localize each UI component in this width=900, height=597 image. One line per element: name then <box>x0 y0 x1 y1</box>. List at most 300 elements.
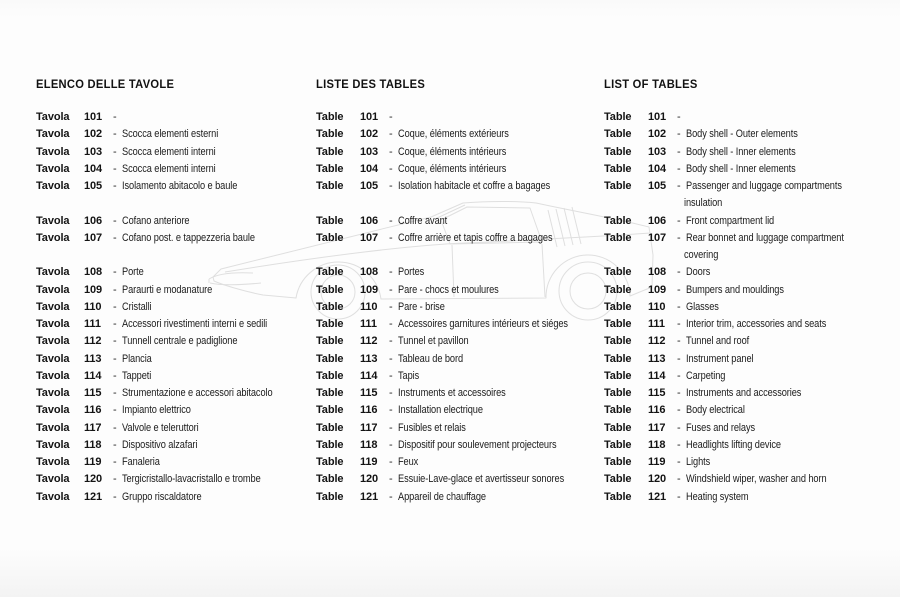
entry-text: Impianto elettrico <box>121 404 191 417</box>
entry-number: 112 <box>360 335 378 348</box>
entry-separator: - <box>389 145 393 158</box>
entry-separator: - <box>389 473 393 486</box>
table-entry <box>36 299 336 316</box>
entry-separator: - <box>677 369 681 382</box>
table-entry <box>36 333 336 350</box>
table-entry <box>36 213 336 230</box>
entry-number: 112 <box>648 335 666 348</box>
entry-separator: - <box>113 111 117 123</box>
table-entry <box>604 402 900 419</box>
table-entry <box>604 109 900 126</box>
table-entry <box>36 454 336 471</box>
entry-separator: - <box>389 352 393 365</box>
entry-number: 101 <box>648 111 667 123</box>
entry-separator: - <box>677 438 681 451</box>
entry-label: Tavola <box>36 387 70 399</box>
entry-number: 103 <box>84 145 103 158</box>
table-entry <box>36 351 336 368</box>
entry-label: Table <box>316 283 344 296</box>
table-entry <box>316 437 616 454</box>
table-entry <box>36 109 336 126</box>
entry-label: Tavola <box>36 456 70 468</box>
entry-number: 109 <box>648 283 667 296</box>
entry-label: Table <box>316 438 344 451</box>
table-entry <box>604 282 900 299</box>
table-entry <box>604 437 900 454</box>
entry-text: Heating system <box>685 490 749 503</box>
entry-text: Coque, éléments extérieurs <box>397 128 509 141</box>
table-entry <box>36 385 336 402</box>
table-entry-continuation <box>604 195 900 212</box>
table-entry <box>604 178 900 195</box>
entry-label: Table <box>604 162 632 175</box>
entry-text: Valvole e teleruttori <box>121 421 199 434</box>
entry-separator: - <box>677 456 681 468</box>
entry-text: Tunnel et pavillon <box>397 335 469 348</box>
table-entry <box>604 454 900 471</box>
entry-text: Instruments et accessoires <box>397 387 506 399</box>
entry-label: Table <box>604 335 632 348</box>
table-entry <box>316 161 616 178</box>
entry-number: 116 <box>360 404 378 417</box>
column-header-italian: ELENCO DELLE TAVOLE <box>36 77 175 91</box>
table-entry <box>316 264 616 281</box>
entry-separator: - <box>677 352 681 365</box>
entry-separator: - <box>677 162 681 175</box>
entry-label: Table <box>604 438 632 451</box>
entry-separator: - <box>389 369 393 382</box>
table-entry <box>316 385 616 402</box>
entry-label: Tavola <box>36 111 70 123</box>
entry-number: 120 <box>360 473 379 486</box>
entry-text: Accessoires garnitures intérieurs et siéges <box>397 318 568 330</box>
entry-label: Table <box>604 421 632 434</box>
table-entry <box>604 420 900 437</box>
entry-text: Isolation habitacle et coffre a bagages <box>397 180 550 192</box>
entry-number: 109 <box>84 283 103 296</box>
entry-label: Tavola <box>36 162 70 175</box>
entry-label: Table <box>316 162 344 175</box>
entry-number: 104 <box>84 162 103 175</box>
spacer-row <box>316 195 616 212</box>
entry-text: Cofano post. e tappezzeria baule <box>121 231 255 244</box>
entry-separator: - <box>113 421 117 434</box>
entry-text: Lights <box>685 456 710 468</box>
entry-label: Table <box>604 387 632 399</box>
entry-number: 107 <box>84 231 103 244</box>
entry-number: 119 <box>360 456 378 468</box>
table-entry <box>36 316 336 333</box>
entry-text: Glasses <box>685 300 719 313</box>
table-entry <box>316 402 616 419</box>
table-entry <box>316 489 616 506</box>
table-entry <box>604 264 900 281</box>
table-entry <box>36 437 336 454</box>
entry-number: 105 <box>84 180 103 192</box>
entry-separator: - <box>113 473 117 486</box>
entry-text: Windshield wiper, washer and horn <box>685 473 827 486</box>
entry-number: 118 <box>84 438 102 451</box>
entry-number: 105 <box>648 180 667 192</box>
entry-text: Paraurti e modanature <box>121 283 212 296</box>
entry-label: Table <box>604 404 632 417</box>
entry-text: Porte <box>121 266 144 279</box>
entry-separator: - <box>677 473 681 486</box>
entry-separator: - <box>113 180 117 192</box>
entry-number: 120 <box>648 473 667 486</box>
table-entry <box>316 316 616 333</box>
entry-number: 108 <box>648 266 667 279</box>
entry-number: 121 <box>84 490 103 503</box>
entry-number: 103 <box>360 145 379 158</box>
entry-separator: - <box>389 335 393 348</box>
entry-separator: - <box>389 214 393 227</box>
entry-text: Accessori rivestimenti interni e sedili <box>121 318 267 330</box>
entry-text: Portes <box>397 266 424 279</box>
table-entry <box>316 178 616 195</box>
entry-number: 105 <box>360 180 379 192</box>
entry-text: Cofano anteriore <box>121 214 190 227</box>
table-list-french <box>316 109 616 506</box>
entry-text: Front compartment lid <box>685 214 774 227</box>
entry-text: Fanaleria <box>121 456 160 468</box>
entry-text: Cristalli <box>121 300 152 313</box>
entry-separator: - <box>677 180 681 192</box>
table-entry <box>36 420 336 437</box>
entry-text: Rear bonnet and luggage compartment <box>685 231 844 244</box>
entry-text: Doors <box>685 266 710 279</box>
table-entry <box>36 489 336 506</box>
entry-number: 116 <box>84 404 102 417</box>
entry-separator: - <box>677 266 681 279</box>
table-entry <box>36 368 336 385</box>
entry-label: Table <box>316 369 344 382</box>
column-italian <box>36 78 336 506</box>
entry-text: covering <box>684 249 719 261</box>
entry-separator: - <box>389 180 393 192</box>
table-entry <box>316 213 616 230</box>
entry-number: 115 <box>648 387 666 399</box>
entry-separator: - <box>389 490 393 503</box>
entry-text: Coffre arrière et tapis coffre a bagages <box>397 231 553 244</box>
entry-number: 108 <box>84 266 103 279</box>
table-entry <box>316 454 616 471</box>
entry-label: Tavola <box>36 283 70 296</box>
entry-separator: - <box>389 266 393 279</box>
entry-text: Tappeti <box>121 369 151 382</box>
entry-text: Fusibles et relais <box>397 421 466 434</box>
entry-label: Tavola <box>36 490 70 503</box>
entry-number: 113 <box>360 352 378 365</box>
entry-text: Pare - chocs et moulures <box>397 283 499 296</box>
entry-separator: - <box>677 300 681 313</box>
entry-separator: - <box>113 214 117 227</box>
entry-separator: - <box>389 318 393 330</box>
entry-number: 104 <box>648 162 667 175</box>
column-header-english: LIST OF TABLES <box>604 77 698 91</box>
table-entry <box>604 489 900 506</box>
entry-label: Tavola <box>36 438 70 451</box>
entry-separator: - <box>677 404 681 417</box>
table-entry <box>604 126 900 143</box>
table-entry <box>604 213 900 230</box>
entry-text: Coffre avant <box>397 214 447 227</box>
entry-label: Table <box>604 473 632 486</box>
entry-label: Table <box>316 421 344 434</box>
entry-label: Table <box>316 180 344 192</box>
entry-number: 117 <box>84 421 102 434</box>
entry-number: 107 <box>648 231 667 244</box>
table-entry <box>604 333 900 350</box>
entry-label: Table <box>604 369 632 382</box>
entry-text: Bumpers and mouldings <box>685 283 784 296</box>
entry-text: Instrument panel <box>685 352 754 365</box>
entry-separator: - <box>113 438 117 451</box>
entry-separator: - <box>113 162 117 175</box>
table-list-italian <box>36 109 336 506</box>
entry-number: 114 <box>84 369 102 382</box>
entry-label: Tavola <box>36 352 70 365</box>
entry-separator: - <box>113 490 117 503</box>
entry-number: 102 <box>84 128 103 141</box>
entry-text: Body electrical <box>685 404 745 417</box>
entry-separator: - <box>389 283 393 296</box>
entry-label: Table <box>316 387 344 399</box>
entry-number: 106 <box>360 214 379 227</box>
entry-text: Body shell - Inner elements <box>685 162 796 175</box>
entry-text: Installation electrique <box>397 404 483 417</box>
entry-label: Table <box>604 300 632 313</box>
table-entry <box>316 126 616 143</box>
entry-separator: - <box>677 490 681 503</box>
entry-text: Dispositivo alzafari <box>121 438 197 451</box>
entry-label: Tavola <box>36 180 70 192</box>
entry-label: Table <box>604 318 632 330</box>
entry-separator: - <box>389 128 393 141</box>
entry-label: Table <box>316 145 344 158</box>
entry-number: 115 <box>360 387 378 399</box>
table-entry-continuation <box>604 247 900 264</box>
table-entry <box>604 316 900 333</box>
table-entry <box>316 368 616 385</box>
entry-separator: - <box>677 335 681 348</box>
entry-separator: - <box>677 387 681 399</box>
entry-number: 109 <box>360 283 379 296</box>
entry-number: 110 <box>84 300 102 313</box>
table-entry <box>604 385 900 402</box>
entry-separator: - <box>389 111 393 123</box>
entry-label: Table <box>316 128 344 141</box>
table-entry <box>36 178 336 195</box>
entry-text: Carpeting <box>685 369 725 382</box>
entry-number: 117 <box>360 421 378 434</box>
entry-label: Table <box>316 300 344 313</box>
entry-label: Table <box>604 231 632 244</box>
table-entry <box>36 282 336 299</box>
entry-label: Table <box>316 335 344 348</box>
table-entry <box>36 402 336 419</box>
entry-separator: - <box>113 404 117 417</box>
entry-number: 102 <box>648 128 667 141</box>
entry-text: Essuie-Lave-glace et avertisseur sonores <box>397 473 564 486</box>
entry-text: Body shell - Outer elements <box>685 128 798 141</box>
entry-text: Feux <box>397 456 418 468</box>
table-entry <box>36 471 336 488</box>
table-entry <box>36 264 336 281</box>
entry-text: Dispositif pour soulevement projecteurs <box>397 438 557 451</box>
entry-separator: - <box>113 352 117 365</box>
entry-separator: - <box>677 318 681 330</box>
entry-separator: - <box>113 456 117 468</box>
entry-number: 118 <box>360 438 378 451</box>
entry-text: Strumentazione e accessori abitacolo <box>121 387 273 399</box>
table-entry <box>36 126 336 143</box>
entry-separator: - <box>113 369 117 382</box>
table-entry <box>316 109 616 126</box>
column-french <box>316 78 616 506</box>
entry-number: 115 <box>84 387 102 399</box>
entry-separator: - <box>677 145 681 158</box>
entry-number: 106 <box>84 214 103 227</box>
entry-number: 101 <box>360 111 379 123</box>
entry-number: 111 <box>360 318 377 330</box>
entry-label: Tavola <box>36 404 70 417</box>
entry-number: 102 <box>360 128 379 141</box>
entry-label: Tavola <box>36 231 70 244</box>
entry-number: 114 <box>360 369 378 382</box>
column-header-french: LISTE DES TABLES <box>316 77 426 91</box>
entry-separator: - <box>113 318 117 330</box>
entry-number: 113 <box>648 352 666 365</box>
entry-label: Tavola <box>36 145 70 158</box>
entry-label: Table <box>316 490 344 503</box>
entry-separator: - <box>389 162 393 175</box>
entry-text: Pare - brise <box>397 300 445 313</box>
table-entry <box>316 282 616 299</box>
entry-label: Table <box>604 266 632 279</box>
entry-text: Plancia <box>121 352 152 365</box>
entry-number: 111 <box>648 318 665 330</box>
entry-label: Table <box>316 111 344 123</box>
entry-text: Isolamento abitacolo e baule <box>121 180 237 192</box>
entry-number: 113 <box>84 352 102 365</box>
spacer-row <box>36 247 336 264</box>
entry-label: Table <box>604 145 632 158</box>
entry-text: Tergicristallo-lavacristallo e trombe <box>121 473 261 486</box>
entry-label: Tavola <box>36 318 70 330</box>
entry-separator: - <box>677 421 681 434</box>
entry-text: Instruments and accessories <box>685 387 801 399</box>
entry-separator: - <box>677 214 681 227</box>
entry-number: 104 <box>360 162 379 175</box>
table-entry <box>604 230 900 247</box>
entry-label: Tavola <box>36 369 70 382</box>
entry-number: 117 <box>648 421 666 434</box>
table-entry <box>604 351 900 368</box>
entry-separator: - <box>113 335 117 348</box>
entry-separator: - <box>389 300 393 313</box>
entry-label: Table <box>316 231 344 244</box>
entry-number: 103 <box>648 145 667 158</box>
entry-text: insulation <box>684 197 723 210</box>
table-entry <box>36 144 336 161</box>
entry-text: Passenger and luggage compartments <box>685 180 842 192</box>
entry-separator: - <box>113 128 117 141</box>
entry-text: Appareil de chauffage <box>397 490 486 503</box>
entry-separator: - <box>389 231 393 244</box>
entry-label: Table <box>316 473 344 486</box>
entry-label: Tavola <box>36 473 70 486</box>
table-entry <box>316 299 616 316</box>
entry-label: Table <box>604 490 632 503</box>
entry-text: Fuses and relays <box>685 421 755 434</box>
entry-number: 101 <box>84 111 103 123</box>
entry-label: Table <box>604 283 632 296</box>
entry-number: 111 <box>84 318 101 330</box>
entry-separator: - <box>389 387 393 399</box>
entry-separator: - <box>113 300 117 313</box>
entry-number: 106 <box>648 214 667 227</box>
entry-separator: - <box>113 266 117 279</box>
entry-number: 107 <box>360 231 379 244</box>
entry-number: 121 <box>648 490 667 503</box>
spacer-row <box>36 195 336 212</box>
entry-text: Interior trim, accessories and seats <box>685 318 826 330</box>
entry-separator: - <box>113 231 117 244</box>
entry-separator: - <box>677 111 681 123</box>
entry-label: Tavola <box>36 300 70 313</box>
table-entry <box>604 299 900 316</box>
entry-separator: - <box>389 404 393 417</box>
entry-label: Table <box>604 352 632 365</box>
entry-text: Coque, éléments intérieurs <box>397 162 506 175</box>
entry-number: 119 <box>84 456 102 468</box>
entry-text: Scocca elementi interni <box>121 145 216 158</box>
entry-number: 112 <box>84 335 102 348</box>
entry-text: Coque, éléments intérieurs <box>397 145 506 158</box>
table-entry <box>316 230 616 247</box>
table-entry <box>604 368 900 385</box>
entry-text: Body shell - Inner elements <box>685 145 796 158</box>
entry-text: Headlights lifting device <box>685 438 781 451</box>
spacer-row <box>316 247 616 264</box>
entry-separator: - <box>677 231 681 244</box>
entry-text: Tapis <box>397 369 419 382</box>
entry-number: 119 <box>648 456 666 468</box>
entry-label: Tavola <box>36 128 70 141</box>
column-english <box>604 78 900 506</box>
entry-text: Tunnell centrale e padiglione <box>121 335 237 348</box>
table-list-english <box>604 109 900 506</box>
entry-separator: - <box>389 421 393 434</box>
entry-label: Table <box>316 404 344 417</box>
entry-separator: - <box>113 283 117 296</box>
entry-label: Tavola <box>36 421 70 434</box>
entry-text: Scocca elementi esterni <box>121 128 218 141</box>
entry-number: 114 <box>648 369 666 382</box>
entry-separator: - <box>389 438 393 451</box>
table-entry <box>316 471 616 488</box>
table-entry <box>316 144 616 161</box>
entry-label: Table <box>604 180 632 192</box>
entry-label: Table <box>316 266 344 279</box>
table-entry <box>316 333 616 350</box>
table-entry <box>36 230 336 247</box>
entry-separator: - <box>113 387 117 399</box>
entry-text: Scocca elementi interni <box>121 162 216 175</box>
entry-number: 108 <box>360 266 379 279</box>
entry-label: Table <box>316 456 344 468</box>
